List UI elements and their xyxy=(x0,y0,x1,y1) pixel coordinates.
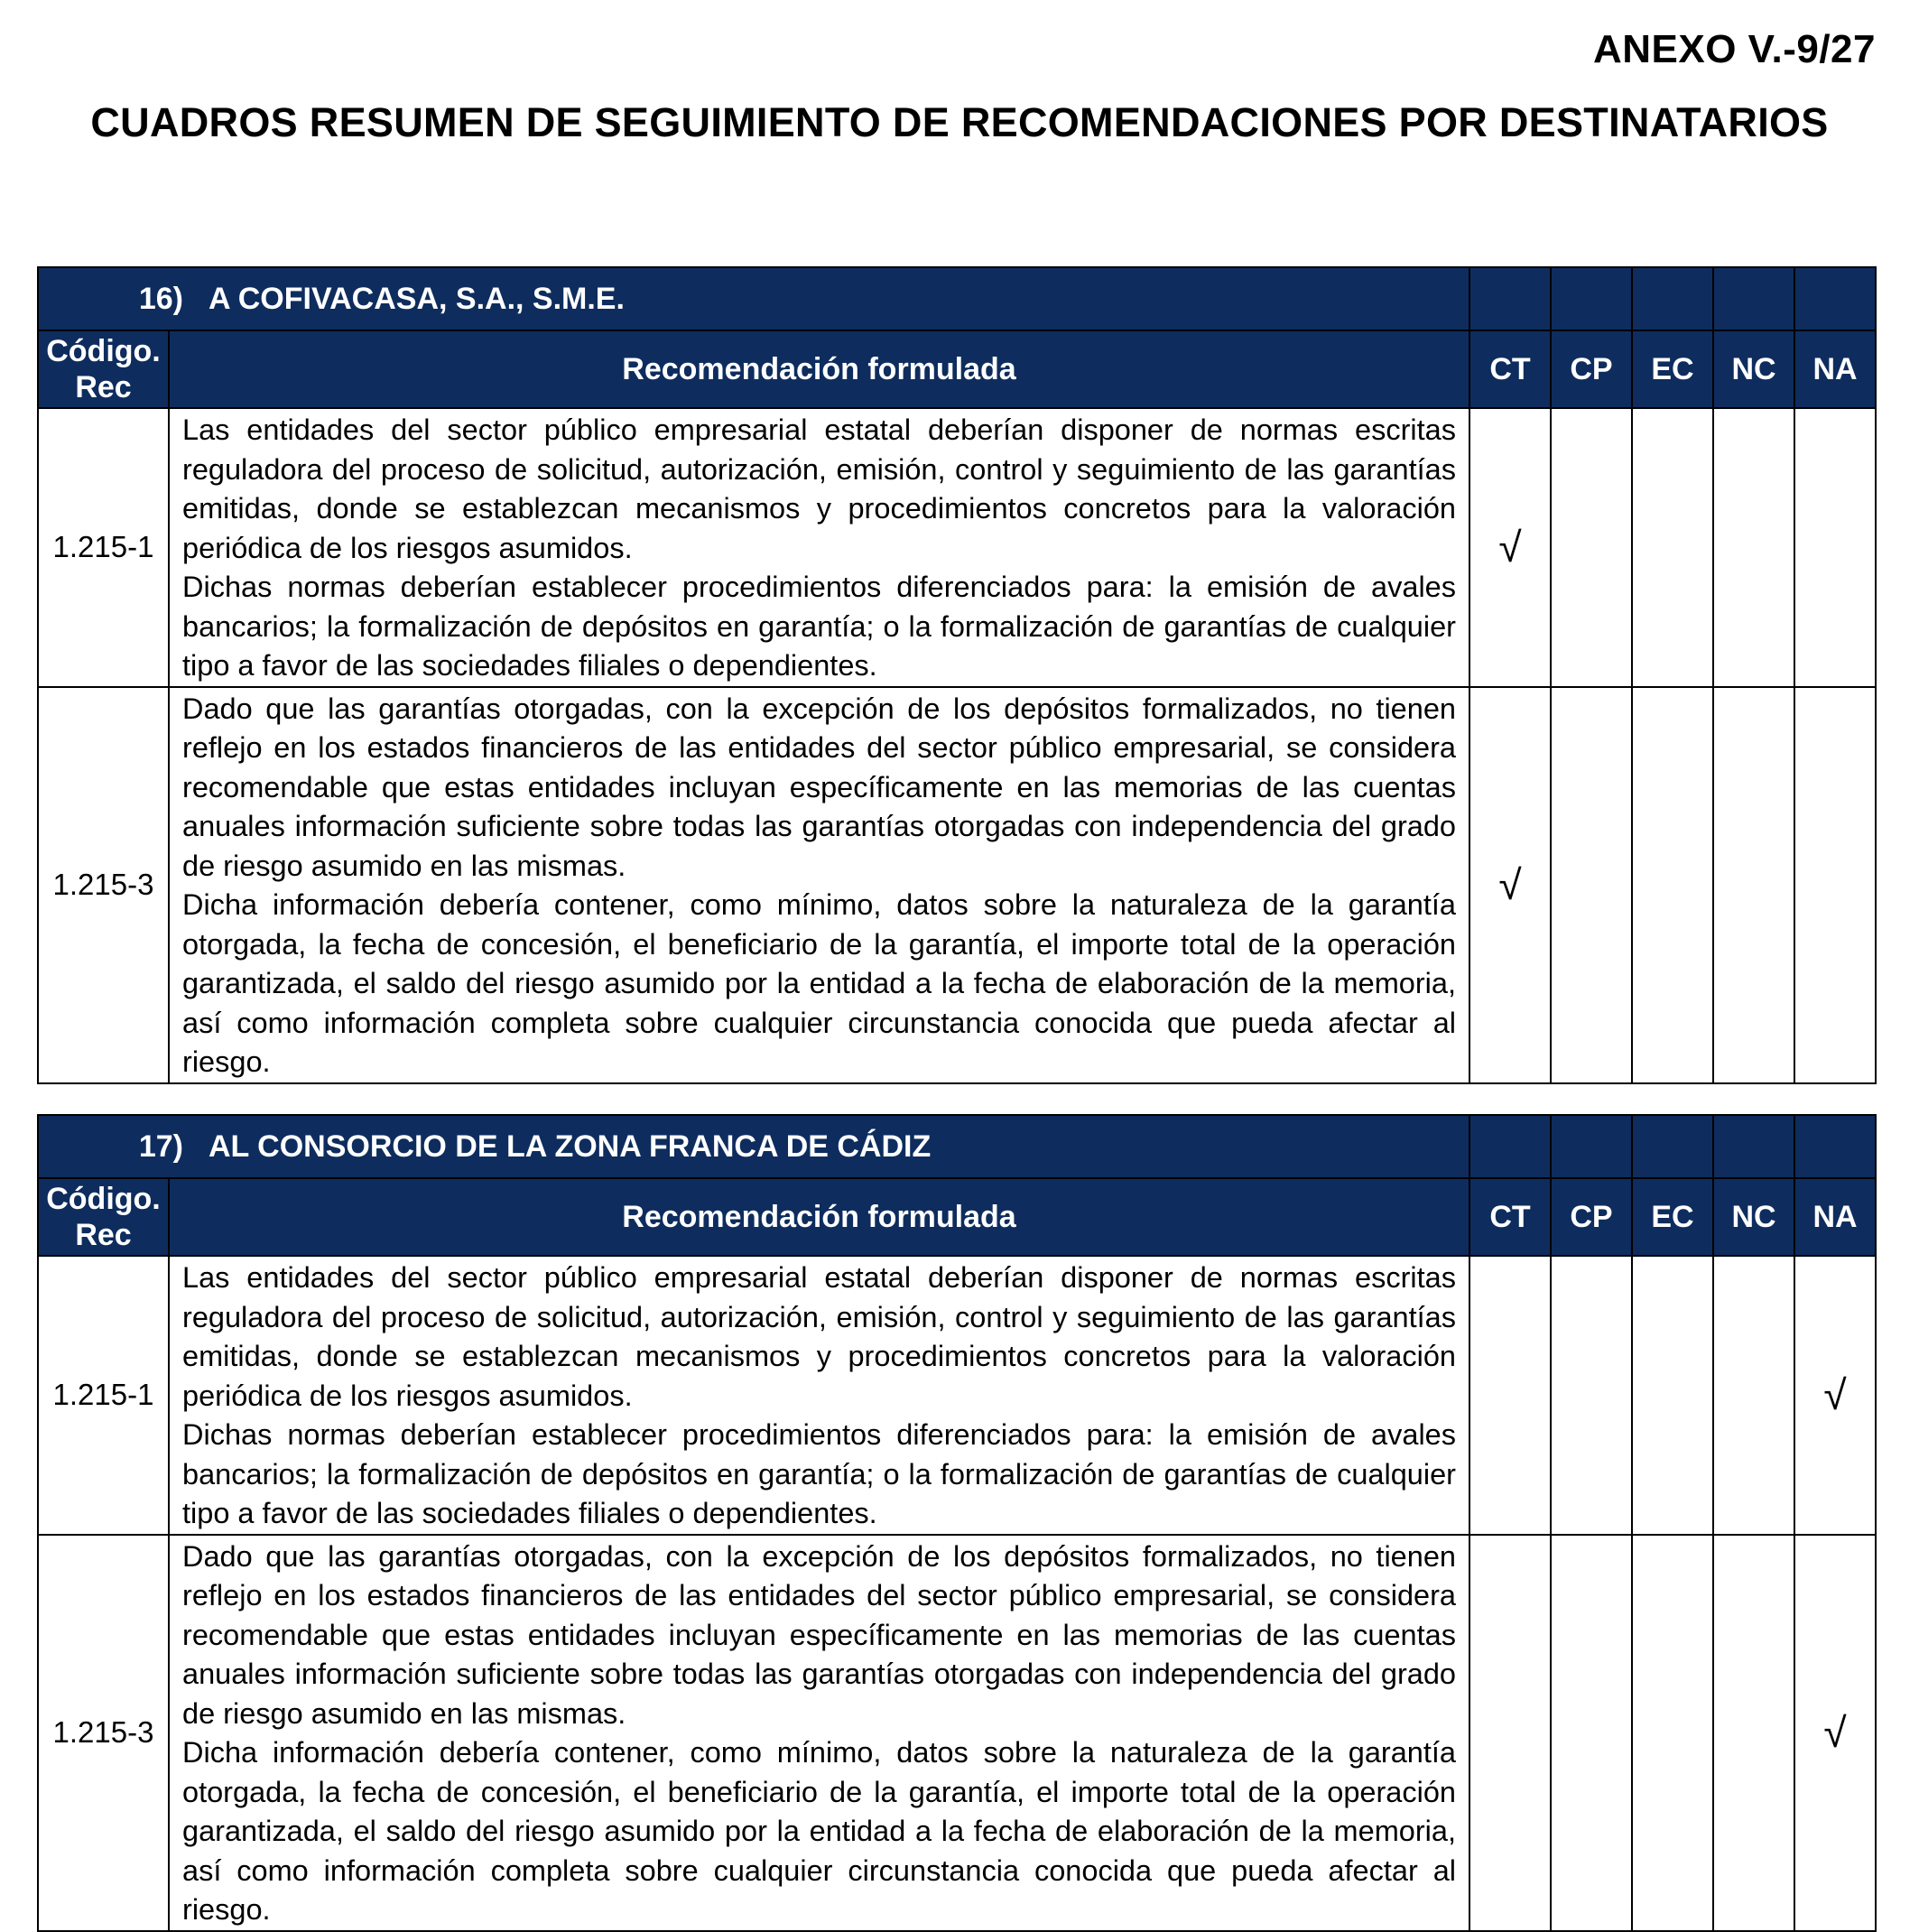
ct-column-header: CT xyxy=(1469,330,1551,408)
cp-column-header: CP xyxy=(1551,1178,1632,1256)
recipient-name: A COFIVACASA, S.A., S.M.E. xyxy=(209,281,625,316)
section-title xyxy=(38,267,1469,330)
recommendation-code: 1.215-3 xyxy=(38,687,169,1083)
na-column-header: NA xyxy=(1794,330,1876,408)
recommendation-column-header: Recomendación formulada xyxy=(169,330,1469,408)
section-number: 17) xyxy=(138,1129,183,1164)
check-mark-icon: √ xyxy=(1498,524,1522,571)
status-ec-cell xyxy=(1632,1256,1713,1535)
status-na-cell xyxy=(1794,408,1876,687)
nc-column-header: NC xyxy=(1713,1178,1794,1256)
status-nc-cell xyxy=(1713,408,1794,687)
section-header xyxy=(38,1115,1876,1178)
section-number: 16) xyxy=(138,281,183,316)
check-mark-icon: √ xyxy=(1823,1709,1847,1756)
recommendations-table-16 xyxy=(37,266,1877,1084)
status-cp-cell xyxy=(1551,1256,1632,1535)
recommendation-text: Dado que las garantías otorgadas, con la excepción de los depósitos formalizados, no tienen reflejo en los estados financieros de las entidades del sector público empresarial, se considera recomendable que estas entidades incluyan específicamente en las memorias de las cuentas anuales información suficiente sobre todas las garantías otorgadas con independencia del grado de riesgo asumido en las mismas. Dicha información debería contener, como mínimo, datos sobre la naturaleza de la garantía otorgada, la fecha de concesión, el beneficiario de la garantía, el importe total de la operación garantizada, el saldo del riesgo asumido por la entidad a la fecha de elaboración de la memoria, así como información completa sobre cualquier circunstancia conocida que pueda afectar al riesgo. xyxy=(169,687,1469,1083)
status-ct-cell xyxy=(1469,1535,1551,1931)
ec-column-header: EC xyxy=(1632,330,1713,408)
recommendation-code: 1.215-3 xyxy=(38,1535,169,1931)
recommendation-column-header: Recomendación formulada xyxy=(169,1178,1469,1256)
status-ct-cell xyxy=(1469,408,1551,687)
status-cp-cell xyxy=(1551,687,1632,1083)
check-mark-icon: √ xyxy=(1498,861,1522,908)
status-na-cell xyxy=(1794,687,1876,1083)
status-ct-cell xyxy=(1469,687,1551,1083)
page-title: CUADROS RESUMEN DE SEGUIMIENTO DE RECOMENDACIONES POR DESTINATARIOS xyxy=(90,99,1829,145)
recipient-name: AL CONSORCIO DE LA ZONA FRANCA DE CÁDIZ xyxy=(209,1129,932,1164)
table-row xyxy=(38,408,1876,687)
status-nc-cell xyxy=(1713,687,1794,1083)
na-column-header: NA xyxy=(1794,1178,1876,1256)
status-ec-cell xyxy=(1632,687,1713,1083)
status-nc-cell xyxy=(1713,1256,1794,1535)
ct-column-header: CT xyxy=(1469,1178,1551,1256)
status-ec-cell xyxy=(1632,1535,1713,1931)
code-column-header: Código. Rec xyxy=(38,330,169,408)
nc-column-header: NC xyxy=(1713,330,1794,408)
cp-column-header: CP xyxy=(1551,330,1632,408)
status-na-cell xyxy=(1794,1256,1876,1535)
status-ct-cell xyxy=(1469,1256,1551,1535)
section-header xyxy=(38,267,1876,330)
recommendation-code: 1.215-1 xyxy=(38,1256,169,1535)
status-na-cell xyxy=(1794,1535,1876,1931)
table-row xyxy=(38,687,1876,1083)
recommendations-table-17 xyxy=(37,1114,1877,1932)
check-mark-icon: √ xyxy=(1823,1371,1847,1419)
status-ec-cell xyxy=(1632,408,1713,687)
recommendation-text: Las entidades del sector público empresarial estatal deberían disponer de normas escritas reguladora del proceso de solicitud, autorización, emisión, control y seguimiento de las garantías emitidas, donde se establezcan mecanismos y procedimientos concretos para la valoración periódica de los riesgos asumidos. Dichas normas deberían establecer procedimientos diferenciados para: la emisión de avales bancarios; la formalización de depósitos en garantía; o la formalización de garantías de cualquier tipo a favor de las sociedades filiales o dependientes. xyxy=(169,408,1469,687)
ec-column-header: EC xyxy=(1632,1178,1713,1256)
status-nc-cell xyxy=(1713,1535,1794,1931)
column-header-row xyxy=(38,1178,1876,1256)
code-column-header: Código. Rec xyxy=(38,1178,169,1256)
table-row xyxy=(38,1535,1876,1931)
annex-number: ANEXO V.-9/27 xyxy=(1592,27,1876,71)
table-row xyxy=(38,1256,1876,1535)
recommendation-code: 1.215-1 xyxy=(38,408,169,687)
column-header-row xyxy=(38,330,1876,408)
section-title xyxy=(38,1115,1469,1178)
recommendation-text: Las entidades del sector público empresarial estatal deberían disponer de normas escritas reguladora del proceso de solicitud, autorización, emisión, control y seguimiento de las garantías emitidas, donde se establezcan mecanismos y procedimientos concretos para la valoración periódica de los riesgos asumidos. Dichas normas deberían establecer procedimientos diferenciados para: la emisión de avales bancarios; la formalización de depósitos en garantía; o la formalización de garantías de cualquier tipo a favor de las sociedades filiales o dependientes. xyxy=(169,1256,1469,1535)
status-cp-cell xyxy=(1551,1535,1632,1931)
recommendation-text: Dado que las garantías otorgadas, con la excepción de los depósitos formalizados, no tienen reflejo en los estados financieros de las entidades del sector público empresarial, se considera recomendable que estas entidades incluyan específicamente en las memorias de las cuentas anuales información suficiente sobre todas las garantías otorgadas con independencia del grado de riesgo asumido en las mismas. Dicha información debería contener, como mínimo, datos sobre la naturaleza de la garantía otorgada, la fecha de concesión, el beneficiario de la garantía, el importe total de la operación garantizada, el saldo del riesgo asumido por la entidad a la fecha de elaboración de la memoria, así como información completa sobre cualquier circunstancia conocida que pueda afectar al riesgo. xyxy=(169,1535,1469,1931)
status-cp-cell xyxy=(1551,408,1632,687)
